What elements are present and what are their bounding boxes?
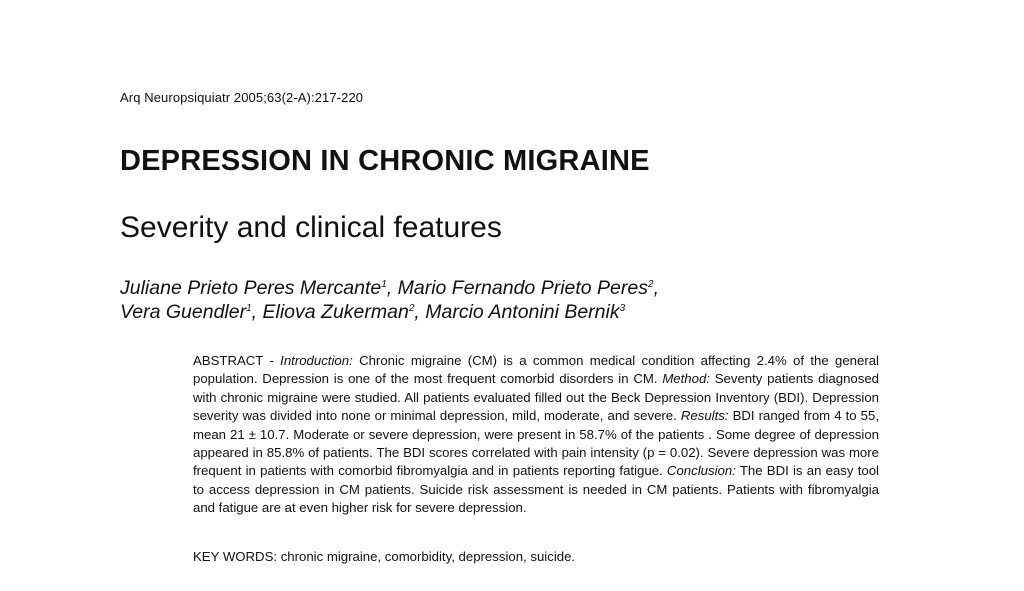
journal-reference: Arq Neuropsiquiatr 2005;63(2-A):217-220 bbox=[120, 90, 364, 105]
author-list bbox=[120, 276, 920, 324]
keywords: KEY WORDS: chronic migraine, comorbidity, depression, suicide. bbox=[193, 549, 576, 564]
abstract-conclusion-label: Conclusion: bbox=[666, 463, 736, 479]
author-separator: , bbox=[653, 277, 659, 299]
author-affiliation: 2 bbox=[648, 279, 654, 290]
article-subtitle: Severity and clinical features bbox=[120, 211, 502, 244]
abstract-introduction-label: Introduction: bbox=[280, 353, 353, 368]
author-name: Mario Fernando Prieto Peres bbox=[397, 277, 648, 299]
author-name: Eliova Zukerman bbox=[262, 301, 409, 323]
author-name: Marcio Antonini Bernik bbox=[425, 301, 620, 323]
abstract-conclusion-text: The BDI is an easy tool to access depression in CM patients. Suicide risk assessment is needed in CM patients. Patients with fibromyalgia and fatigue are at even higher risk for severe depression. bbox=[193, 463, 879, 516]
author-line-2 bbox=[120, 300, 920, 324]
abstract-method-label: Method: bbox=[662, 371, 710, 387]
author-affiliation: 1 bbox=[381, 279, 387, 290]
abstract-label: ABSTRACT - bbox=[193, 353, 281, 368]
abstract-introduction-text: Chronic migraine (CM) is a common medical condition affecting 2.4% of the general population. Depression is one of the most frequent comorbid disorders in CM. bbox=[193, 353, 879, 387]
author-name: Juliane Prieto Peres Mercante bbox=[120, 277, 382, 299]
abstract-results-label: Results: bbox=[680, 408, 729, 424]
author-name: Vera Guendler bbox=[120, 301, 247, 323]
author-separator: , bbox=[414, 301, 426, 323]
article-title: DEPRESSION IN CHRONIC MIGRAINE bbox=[120, 145, 650, 177]
author-separator: , bbox=[386, 277, 398, 299]
author-affiliation: 1 bbox=[246, 303, 252, 314]
abstract-results-text: BDI ranged from 4 to 55, mean 21 ± 10.7. Moderate or severe depression, were present in 58.7% of the patients . Some degree of depression appeared in 85.8% of patients. The BDI scores correlated with pain intensity (p = 0.02). Severe depression was more frequent in patients with comorbid fibromyalgia and in patients reporting fatigue. bbox=[193, 408, 879, 479]
author-affiliation: 2 bbox=[408, 303, 415, 314]
abstract bbox=[193, 352, 879, 518]
author-affiliation: 3 bbox=[619, 303, 626, 314]
author-line-1 bbox=[120, 276, 920, 300]
author-separator: , bbox=[251, 301, 263, 323]
abstract-method-text: Seventy patients diagnosed with chronic migraine were studied. All patients evaluated filled out the Beck Depression Inventory (BDI). Depression severity was divided into none or minimal depression, mild, moderate, and severe. bbox=[193, 371, 880, 424]
